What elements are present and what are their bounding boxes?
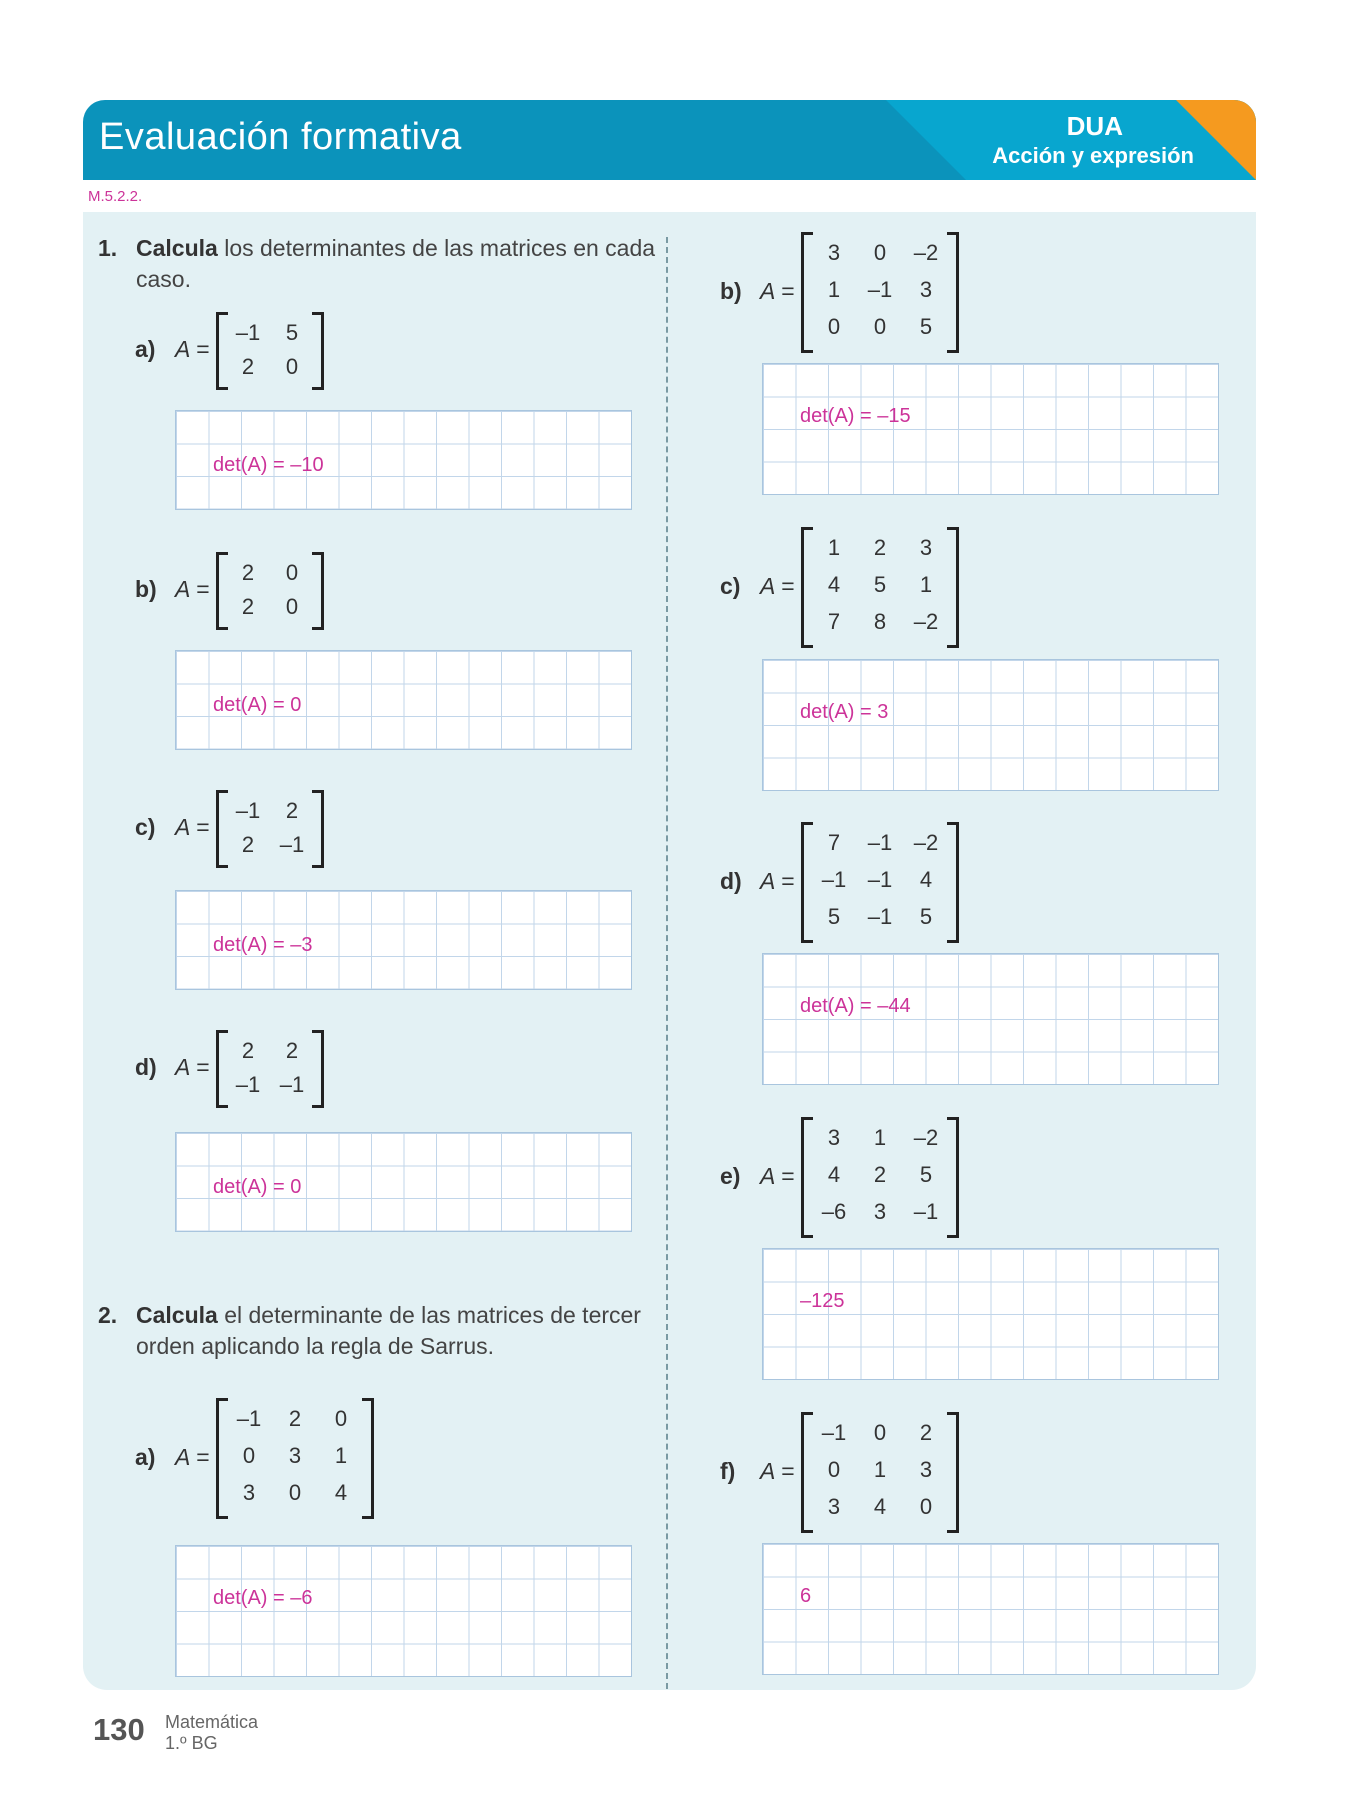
matrix-entry: –1: [821, 867, 847, 892]
matrix-entry: 0: [242, 1443, 256, 1468]
matrix: [216, 312, 324, 390]
matrix-entry: 0: [285, 594, 299, 619]
matrix-entry: 2: [873, 535, 887, 560]
page-title: Evaluación formativa: [99, 116, 462, 158]
matrix-entry: 4: [919, 867, 933, 892]
matrix-entry: –1: [867, 867, 893, 892]
answer-text: 6: [800, 1585, 812, 1607]
matrix-entry: 2: [241, 832, 255, 857]
answer-grid: [175, 1545, 632, 1677]
matrix: [216, 790, 324, 868]
matrix-entry: –1: [279, 832, 305, 857]
answer-text: det(A) = –44: [800, 995, 911, 1017]
matrix-entry: 5: [919, 314, 933, 339]
column-divider: [666, 237, 668, 1689]
matrix-entry: 2: [288, 1406, 302, 1431]
answer-text: –125: [800, 1290, 845, 1312]
footer-subject: Matemática: [165, 1712, 259, 1732]
matrix-entry: –1: [867, 277, 893, 302]
answer-grid: [762, 363, 1219, 495]
answer-grid: [762, 659, 1219, 791]
answer-grid: [762, 953, 1219, 1085]
matrix-entry: –1: [913, 1199, 939, 1224]
answer-text: det(A) = –10: [213, 454, 324, 476]
matrix-entry: 0: [919, 1494, 933, 1519]
matrix-entry: 5: [873, 572, 887, 597]
matrix-entry: 0: [873, 314, 887, 339]
question-2-number: 2.: [98, 1302, 118, 1328]
item-label: d): [135, 1054, 157, 1080]
matrix-entry: 0: [334, 1406, 348, 1431]
matrix-entry: 3: [919, 277, 933, 302]
item-label: c): [135, 814, 156, 840]
matrix-entry: –1: [235, 320, 261, 345]
matrix-entry: 4: [334, 1480, 348, 1505]
matrix-entry: 3: [873, 1199, 887, 1224]
matrix-name: A =: [175, 1054, 210, 1080]
matrix-entry: 2: [241, 354, 255, 379]
matrix: [801, 232, 959, 353]
matrix-entry: 2: [241, 560, 255, 585]
matrix-entry: 0: [873, 1420, 887, 1445]
matrix-name: A =: [175, 576, 210, 602]
matrix-entry: 0: [873, 240, 887, 265]
matrix-entry: 0: [288, 1480, 302, 1505]
item-label: d): [720, 867, 742, 894]
matrix-entry: 2: [285, 798, 299, 823]
matrix-entry: 3: [827, 240, 841, 265]
matrix: [216, 1398, 374, 1519]
matrix-entry: 2: [241, 1038, 255, 1063]
matrix-entry: 0: [827, 1457, 841, 1482]
answer-text: det(A) = 0: [213, 1176, 302, 1198]
footer-grade: 1.º BG: [165, 1733, 218, 1753]
dua-title: DUA: [1066, 111, 1123, 141]
matrix-entry: 1: [873, 1457, 887, 1482]
item-label: b): [720, 277, 742, 304]
matrix-entry: 5: [827, 904, 841, 929]
matrix-entry: 7: [827, 609, 841, 634]
matrix-entry: 1: [334, 1443, 348, 1468]
matrix-entry: 0: [285, 354, 299, 379]
page-number: 130: [93, 1712, 145, 1747]
answer-text: det(A) = 0: [213, 694, 302, 716]
question-2-verb: Calcula: [136, 1302, 218, 1328]
header-banner: [83, 100, 1256, 180]
matrix-entry: 1: [873, 1125, 887, 1150]
question-1-text-line2: caso.: [136, 266, 191, 292]
matrix-entry: 8: [873, 609, 887, 634]
matrix-entry: 3: [919, 1457, 933, 1482]
matrix-name: A =: [760, 572, 795, 599]
matrix-entry: 1: [827, 277, 841, 302]
matrix-entry: –2: [913, 609, 939, 634]
matrix-entry: –1: [821, 1420, 847, 1445]
matrix-name: A =: [760, 1162, 795, 1189]
matrix-entry: –2: [913, 1125, 939, 1150]
item-label: b): [135, 576, 157, 602]
matrix-name: A =: [175, 1443, 210, 1470]
matrix-name: A =: [175, 814, 210, 840]
answer-grid: [762, 1543, 1219, 1675]
matrix-entry: –6: [821, 1199, 847, 1224]
matrix-entry: 0: [827, 314, 841, 339]
matrix-entry: 5: [919, 1162, 933, 1187]
matrix-entry: –1: [279, 1072, 305, 1097]
matrix-entry: 2: [873, 1162, 887, 1187]
answer-text: det(A) = –6: [213, 1587, 313, 1609]
matrix-entry: 0: [285, 560, 299, 585]
matrix-entry: 5: [919, 904, 933, 929]
matrix-entry: 2: [241, 594, 255, 619]
question-2-text-line2: orden aplicando la regla de Sarrus.: [136, 1333, 495, 1359]
matrix-entry: –1: [235, 1072, 261, 1097]
answer-text: det(A) = –3: [213, 934, 313, 956]
matrix-entry: 3: [919, 535, 933, 560]
matrix: [801, 527, 959, 648]
matrix-name: A =: [760, 277, 795, 304]
item-label: c): [720, 572, 741, 599]
matrix-entry: –2: [913, 830, 939, 855]
matrix-entry: 3: [827, 1494, 841, 1519]
matrix-entry: 5: [285, 320, 299, 345]
matrix: [801, 1117, 959, 1238]
matrix-entry: 4: [873, 1494, 887, 1519]
matrix-entry: 2: [919, 1420, 933, 1445]
question-2-text-line1: el determinante de las matrices de tercer: [224, 1302, 641, 1328]
matrix: [216, 1030, 324, 1108]
matrix: [216, 552, 324, 630]
question-1-text-line1: los determinantes de las matrices en cada: [224, 235, 656, 261]
matrix-entry: 3: [242, 1480, 256, 1505]
matrix-name: A =: [760, 867, 795, 894]
matrix-name: A =: [175, 336, 210, 362]
matrix-entry: 4: [827, 1162, 841, 1187]
matrix-entry: 1: [827, 535, 841, 560]
item-label: a): [135, 336, 156, 362]
answer-text: det(A) = 3: [800, 701, 889, 723]
item-label: e): [720, 1162, 741, 1189]
matrix-entry: –1: [236, 1406, 262, 1431]
matrix-entry: –1: [867, 830, 893, 855]
matrix: [801, 822, 959, 943]
question-1-number: 1.: [98, 235, 118, 261]
matrix-entry: –1: [867, 904, 893, 929]
matrix-entry: 3: [827, 1125, 841, 1150]
dua-subtitle: Acción y expresión: [992, 143, 1194, 168]
skill-code: M.5.2.2.: [88, 188, 143, 205]
answer-grid: [762, 1248, 1219, 1380]
answer-text: det(A) = –15: [800, 405, 911, 427]
matrix: [801, 1412, 959, 1533]
matrix-entry: 3: [288, 1443, 302, 1468]
matrix-entry: 1: [919, 572, 933, 597]
matrix-entry: 7: [827, 830, 841, 855]
matrix-entry: 4: [827, 572, 841, 597]
matrix-name: A =: [760, 1457, 795, 1484]
item-label: a): [135, 1443, 156, 1470]
matrix-entry: –1: [235, 798, 261, 823]
matrix-entry: 2: [285, 1038, 299, 1063]
question-1-verb: Calcula: [136, 235, 218, 261]
matrix-entry: –2: [913, 240, 939, 265]
item-label: f): [720, 1457, 736, 1484]
